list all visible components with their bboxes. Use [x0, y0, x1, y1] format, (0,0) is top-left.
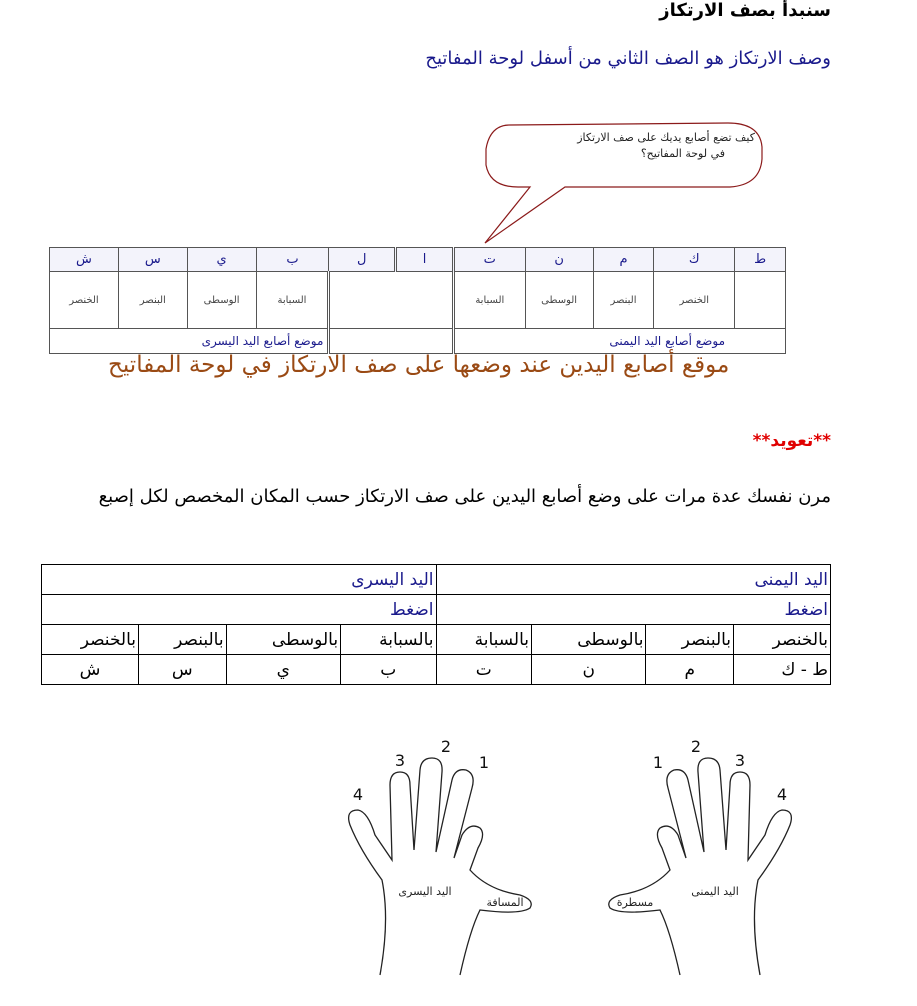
key: ت: [453, 248, 525, 272]
left-finger-number: 3: [394, 751, 406, 770]
right-finger-number: 2: [690, 737, 702, 756]
press-label: اضغط: [436, 595, 830, 625]
hands-illustration: [320, 730, 820, 990]
finger-cell: بالبنصر: [139, 625, 227, 655]
home-row-diagram: [49, 247, 786, 353]
left-finger-number: 4: [352, 785, 364, 804]
bubble-line-1: كيف تضع أصابع يديك على صف الارتكاز: [577, 131, 755, 144]
finger-label: الخنصر: [50, 272, 119, 329]
key: ش: [50, 248, 119, 272]
finger-cell: بالوسطى: [532, 625, 646, 655]
left-finger-number: 1: [478, 753, 490, 772]
key: ن: [525, 248, 593, 272]
home-row-keys: [50, 248, 786, 272]
bubble-text: [505, 130, 755, 162]
letters-row: [42, 655, 831, 685]
right-finger-number: 3: [734, 751, 746, 770]
letter-cell: س: [139, 655, 227, 685]
empty-cell: [329, 329, 454, 354]
right-finger-number: 4: [776, 785, 788, 804]
right-hand-position-label: موضع أصابع اليد اليمنى: [453, 329, 785, 354]
key: ب: [256, 248, 329, 272]
letter-cell: ب: [341, 655, 436, 685]
key: ا: [396, 248, 454, 272]
practice-table: [41, 564, 831, 685]
letter-cell: ي: [226, 655, 340, 685]
drill-heading: **تعويد**: [752, 431, 831, 451]
finger-row: [50, 272, 786, 329]
hands-row: [42, 565, 831, 595]
key: ك: [654, 248, 735, 272]
bubble-line-2: في لوحة المفاتيح؟: [640, 147, 725, 160]
press-row: [42, 595, 831, 625]
finger-cell: بالسبابة: [341, 625, 436, 655]
diagram-caption: موقع أصابع اليدين عند وضعها على صف الارتكاز في لوحة المفاتيح: [108, 352, 730, 378]
page-heading: سنبدأ بصف الارتكاز: [659, 0, 831, 21]
empty-cell: [735, 272, 786, 329]
empty-cell: [329, 272, 454, 329]
left-hand-position-label: موضع أصابع اليد اليسرى: [50, 329, 329, 354]
left-hand-label: اليد اليسرى: [398, 885, 452, 898]
finger-label: البنصر: [118, 272, 187, 329]
left-hand-outline: [349, 758, 532, 975]
key: س: [118, 248, 187, 272]
letter-cell: م: [646, 655, 734, 685]
finger-label: الوسطى: [525, 272, 593, 329]
letter-cell: ط - ك: [734, 655, 831, 685]
finger-cell: بالخنصر: [734, 625, 831, 655]
hand-label-row: [50, 329, 786, 354]
right-finger-number: 1: [652, 753, 664, 772]
press-label: اضغط: [42, 595, 437, 625]
left-finger-number: 2: [440, 737, 452, 756]
finger-label: الوسطى: [187, 272, 256, 329]
right-hand-outline: [609, 758, 792, 975]
finger-label: السبابة: [453, 272, 525, 329]
left-space-label: المسافة: [486, 896, 524, 909]
right-space-label: مسطرة: [616, 896, 654, 909]
key: م: [593, 248, 654, 272]
finger-cell: بالوسطى: [226, 625, 340, 655]
key: ط: [735, 248, 786, 272]
finger-cell: بالسبابة: [436, 625, 531, 655]
instruction-text: مرن نفسك عدة مرات على وضع أصابع اليدين على صف الارتكاز حسب المكان المخصص لكل إصبع: [98, 486, 831, 507]
finger-cell: بالخنصر: [42, 625, 139, 655]
finger-label: البنصر: [593, 272, 654, 329]
left-hand-header: اليد اليسرى: [42, 565, 437, 595]
home-row-definition: وصف الارتكاز هو الصف الثاني من أسفل لوحة المفاتيح: [425, 48, 831, 69]
finger-cell: بالبنصر: [646, 625, 734, 655]
letter-cell: ش: [42, 655, 139, 685]
letter-cell: ت: [436, 655, 531, 685]
key: ل: [329, 248, 396, 272]
key: ي: [187, 248, 256, 272]
right-hand-label: اليد اليمنى: [691, 885, 739, 898]
right-hand-header: اليد اليمنى: [436, 565, 830, 595]
letter-cell: ن: [532, 655, 646, 685]
finger-label: الخنصر: [654, 272, 735, 329]
finger-label: السبابة: [256, 272, 329, 329]
fingers-row: [42, 625, 831, 655]
